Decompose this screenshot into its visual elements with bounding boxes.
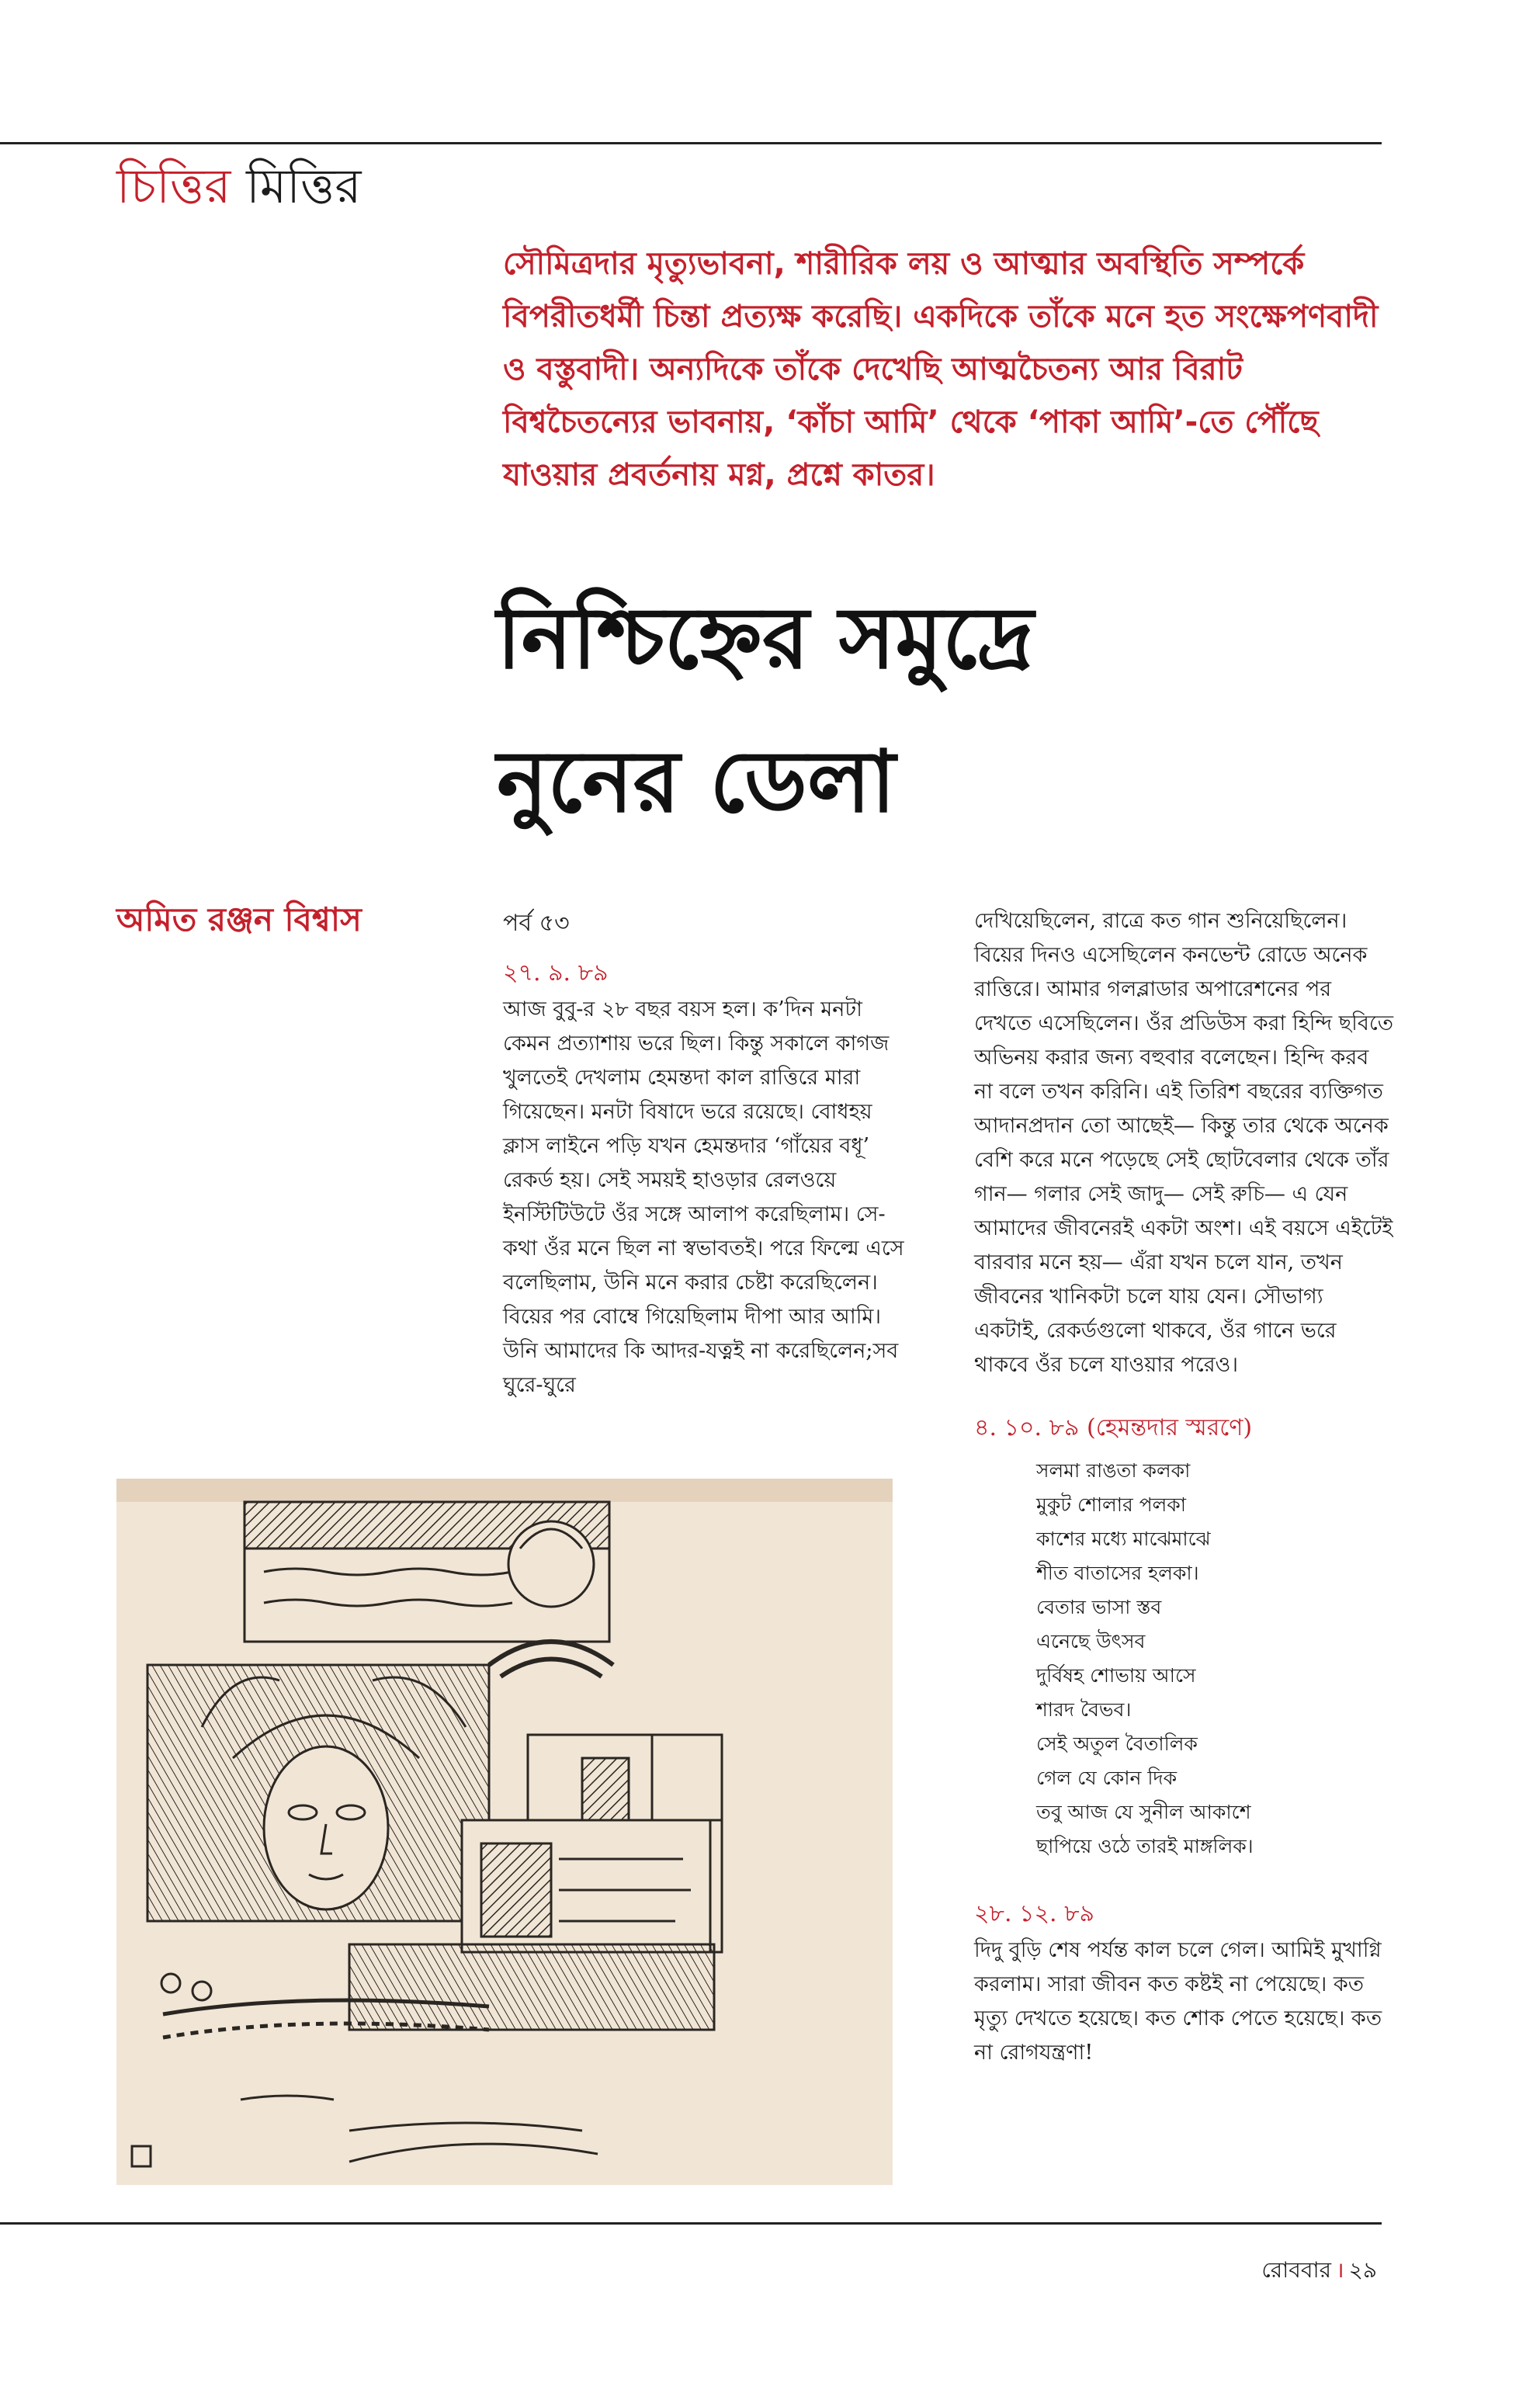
intro-blurb: সৌমিত্রদার মৃত্যুভাবনা, শারীরিক লয় ও আত্মার অবস্থিতি সম্পর্কে বিপরীতধর্মী চিন্তা প্রত্যক্ষ করেছি। একদিকে তাঁকে মনে হত সংক্ষেপণবাদী ও বস্তুবাদী। অন্যদিকে তাঁকে দেখেছি আত্মচৈতন্য আর বিরাট বিশ্বচৈতন্যের ভাবনায়, ‘কাঁচা আমি’ থেকে ‘পাকা আমি’-তে পৌঁছে যাওয়ার প্রবর্তনায় মগ্ন, প্রশ্নে কাতর। (503, 246, 1379, 493)
headline-line-1: নিশ্চিহ্নের সমুদ্রে (497, 588, 1034, 688)
headline (497, 567, 1382, 854)
entry-text-3: দিদু বুড়ি শেষ পর্যন্ত কাল চলে গেল। আমিই মুখাগ্নি করলাম। সারা জীবন কত কষ্টই না পেয়েছে। কত মৃত্যু দেখতে হয়েছে। কত শোক পেতে হয়েছে। কত না রোগযন্ত্রণা! (974, 1938, 1382, 2065)
section-label (116, 155, 361, 217)
page-number: ২৯ (1348, 2257, 1377, 2283)
poem-line: সলমা রাঙতা কলকা (1036, 1459, 1191, 1482)
page-footer (1261, 2255, 1377, 2286)
magazine-name: রোববার (1261, 2257, 1331, 2283)
entry-date-3: ২৮. ১২. ৮৯ (974, 1900, 1095, 1927)
section-label-part2: মিত্তির (246, 158, 362, 214)
poem-line: শারদ বৈভব। (1036, 1698, 1132, 1721)
poem-line: তবু আজ যে সুনীল আকাশে (1036, 1801, 1251, 1823)
author-byline: অমিত রঞ্জন বিশ্বাস (116, 900, 362, 938)
poem-line: এনেছে উৎসব (1036, 1630, 1146, 1653)
entry-date-1: ২৭. ৯. ৮৯ (503, 959, 609, 987)
footer-separator: । (1336, 2257, 1344, 2283)
bottom-rule (0, 2222, 1382, 2225)
entry-text-1: আজ বুবু-র ২৮ বছর বয়স হল। ক’দিন মনটা কেমন প্রত্যাশায় ভরে ছিল। কিন্তু সকালে কাগজ খুলতেই দেখলাম হেমন্তদা কাল রাত্তিরে মারা গিয়েছেন। মনটা বিষাদে ভরে রয়েছে। বোধহয় ক্লাস লাইনে পড়ি যখন হেমন্তদার ‘গাঁয়ের বধূ’ রেকর্ড হয়। সেই সময়ই হাওড়ার রেলওয়ে ইনস্টিটিউটে ওঁর সঙ্গে আলাপ করেছিলাম। সে-কথা ওঁর মনে ছিল না স্বভাবতই। পরে ফিল্মে এসে বলেছিলাম, উনি মনে করার চেষ্টা করেছিলেন। বিয়ের পর বোম্বে গিয়েছিলাম দীপা আর আমি। উনি আমাদের কি আদর-যত্নই না করেছিলেন;সব ঘুরে-ঘুরে (503, 997, 904, 1397)
sketch-illustration (116, 1479, 893, 2185)
top-rule (0, 142, 1382, 144)
poem-line: দুর্বিষহ শোভায় আসে (1036, 1664, 1196, 1687)
poem-line: বেতার ভাসা স্তব (1036, 1596, 1162, 1618)
poem-line: শীত বাতাসের হলকা। (1036, 1562, 1199, 1584)
poem-line: গেল যে কোন দিক (1036, 1767, 1178, 1789)
poem-line: ছাপিয়ে ওঠে তারই মাঙ্গলিক। (1036, 1835, 1254, 1857)
poem-line: সেই অতুল বৈতালিক (1036, 1732, 1198, 1755)
poem-line: কাশের মধ্যে মাঝেমাঝে (1036, 1528, 1211, 1550)
section-label-part1: চিত্তির (116, 158, 231, 214)
column-left (503, 904, 907, 1403)
column-right (974, 904, 1393, 2070)
headline-line-2: নুনের ডেলা (497, 732, 896, 831)
entry-text-1-continued: দেখিয়েছিলেন, রাত্রে কত গান শুনিয়েছিলেন। বিয়ের দিনও এসেছিলেন কনভেন্ট রোডে অনেক রাত্তিরে। আমার গলব্লাডার অপারেশনের পর দেখতে এসেছিলেন। ওঁর প্রডিউস করা হিন্দি ছবিতে অভিনয় করার জন্য বহুবার বলেছেন। হিন্দি করব না বলে তখন করিনি। এই তিরিশ বছরের ব্যক্তিগত আদানপ্রদান তো আছেই— কিন্তু তার থেকে অনেক বেশি করে মনে পড়েছে সেই ছোটবেলার থেকে তাঁর গান— গলার সেই জাদু— সেই রুচি— এ যেন আমাদের জীবনেরই একটা অংশ। এই বয়সে এইটেই বারবার মনে হয়— এঁরা যখন চলে যান, তখন জীবনের খানিকটা চলে যায় যেন। সৌভাগ্য একটাই, রেকর্ডগুলো থাকবে, ওঁর গানে ভরে থাকবে ওঁর চলে যাওয়ার পরেও। (974, 909, 1393, 1377)
poem-line: মুকুট শোলার পলকা (1036, 1493, 1187, 1516)
series-number: পর্ব ৫৩ (503, 910, 570, 937)
poem (1036, 1454, 1393, 1864)
entry-date-2: ৪. ১০. ৮৯ (হেমন্তদার স্মরণে) (974, 1414, 1253, 1441)
